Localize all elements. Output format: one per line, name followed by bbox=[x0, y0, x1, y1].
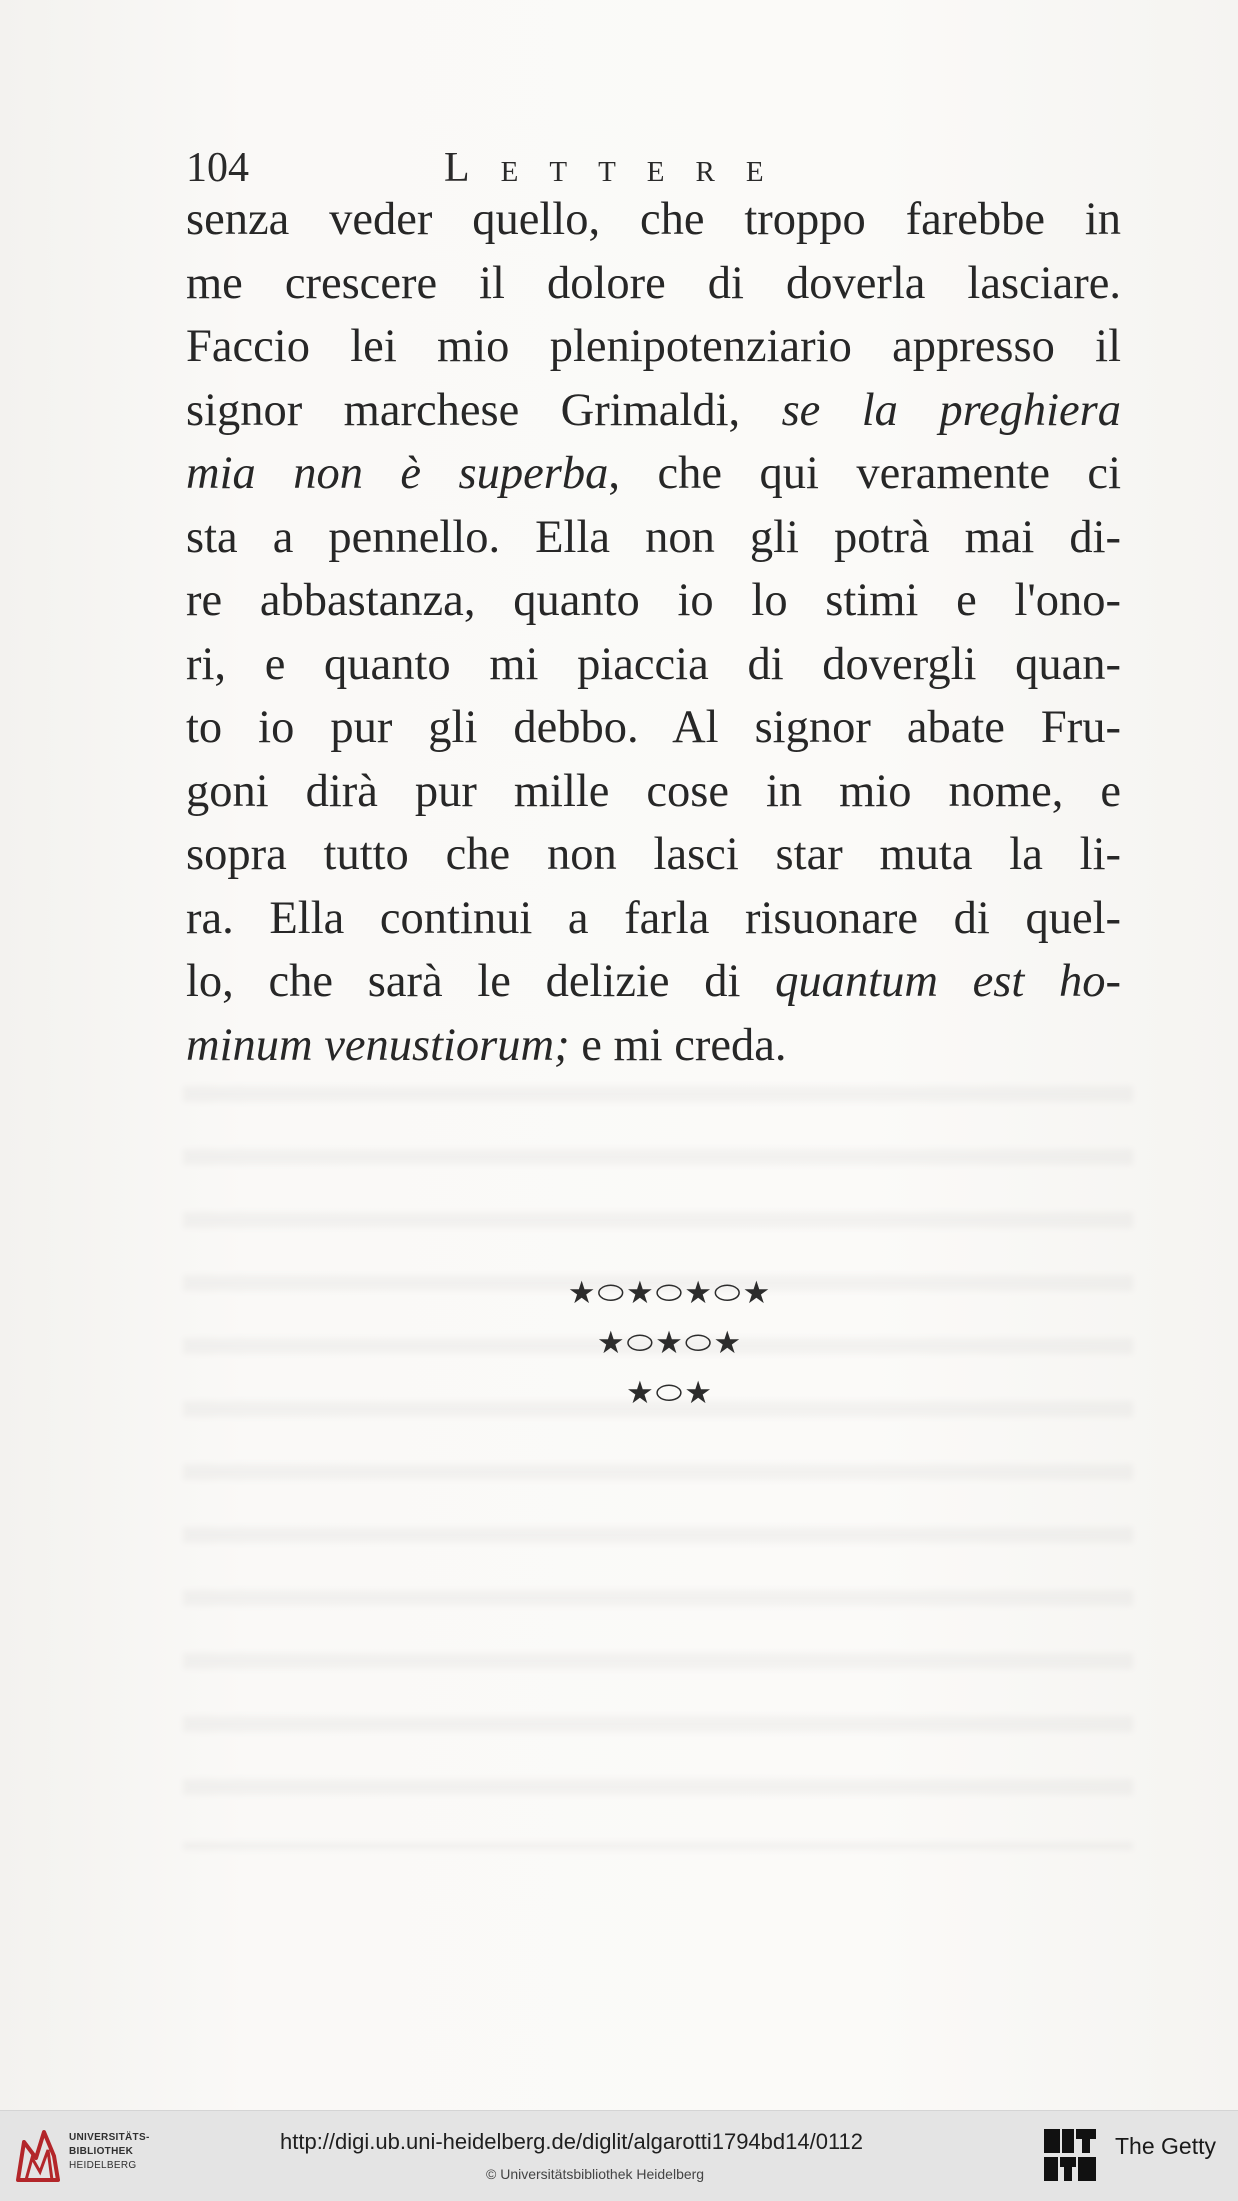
italic-phrase: minum venustiorum; bbox=[186, 1019, 570, 1071]
sponsor-name: The Getty bbox=[1115, 2133, 1216, 2159]
text-line: sta a pennello. Ella non gli potrà mai di- bbox=[186, 511, 1121, 563]
text-line: signor marchese Grimaldi, se la preghiera bbox=[186, 384, 1121, 436]
ornament-row: ★⬭★ bbox=[625, 1375, 715, 1411]
text-line: ri, e quanto mi piaccia di dovergli quan- bbox=[186, 638, 1121, 690]
getty-logo-icon[interactable] bbox=[1040, 2125, 1100, 2185]
ornament-row: ★⬭★⬭★ bbox=[596, 1325, 744, 1361]
text-line: minum venustiorum; e mi creda. bbox=[186, 1019, 787, 1071]
text-line: Faccio lei mio plenipotenziario appresso il bbox=[186, 321, 1121, 372]
permalink-url[interactable]: http://digi.ub.uni-heidelberg.de/diglit/algarotti1794bd14/0112 bbox=[280, 2129, 864, 2154]
library-name: UNIVERSITÄTS- BIBLIOTHEK HEIDELBERG bbox=[69, 2132, 150, 2171]
text-line: senza veder quello, che troppo farebbe in bbox=[186, 194, 1121, 245]
body-text bbox=[186, 188, 1121, 1077]
copyright-notice: © Universitätsbibliothek Heidelberg bbox=[486, 2166, 705, 2182]
text-line: to io pur gli debbo. Al signor abate Fru- bbox=[186, 702, 1121, 753]
library-crest-icon bbox=[14, 2128, 62, 2186]
text-line: me crescere il dolore di doverla lasciare. bbox=[186, 257, 1121, 309]
library-logo[interactable] bbox=[14, 2128, 174, 2188]
text-line: re abbastanza, quanto io lo stimi e l'ono- bbox=[186, 575, 1121, 626]
text-line: sopra tutto che non lasci star muta la li- bbox=[186, 829, 1121, 880]
text-line: mia non è superba, che qui veramente ci bbox=[186, 448, 1121, 499]
text-line: lo, che sarà le delizie di quantum est ho- bbox=[186, 956, 1121, 1007]
running-title: Lettere bbox=[444, 145, 795, 191]
getty-logo-mark: GETTY bbox=[1070, 2149, 1074, 2150]
page-number: 104 bbox=[186, 145, 249, 191]
text-line: goni dirà pur mille cose in mio nome, e bbox=[186, 765, 1121, 817]
ornament-row: ★⬭★⬭★⬭★ bbox=[567, 1275, 773, 1311]
text-line: ra. Ella continui a farla risuonare di quel- bbox=[186, 892, 1121, 944]
italic-phrase: mia non è superba bbox=[186, 448, 609, 499]
italic-phrase: se la preghiera bbox=[781, 384, 1121, 436]
viewer-footer bbox=[0, 2110, 1238, 2201]
page-show-through bbox=[183, 1050, 1133, 1850]
printer-ornament bbox=[430, 1268, 910, 1418]
italic-phrase: quantum est ho- bbox=[775, 956, 1121, 1007]
